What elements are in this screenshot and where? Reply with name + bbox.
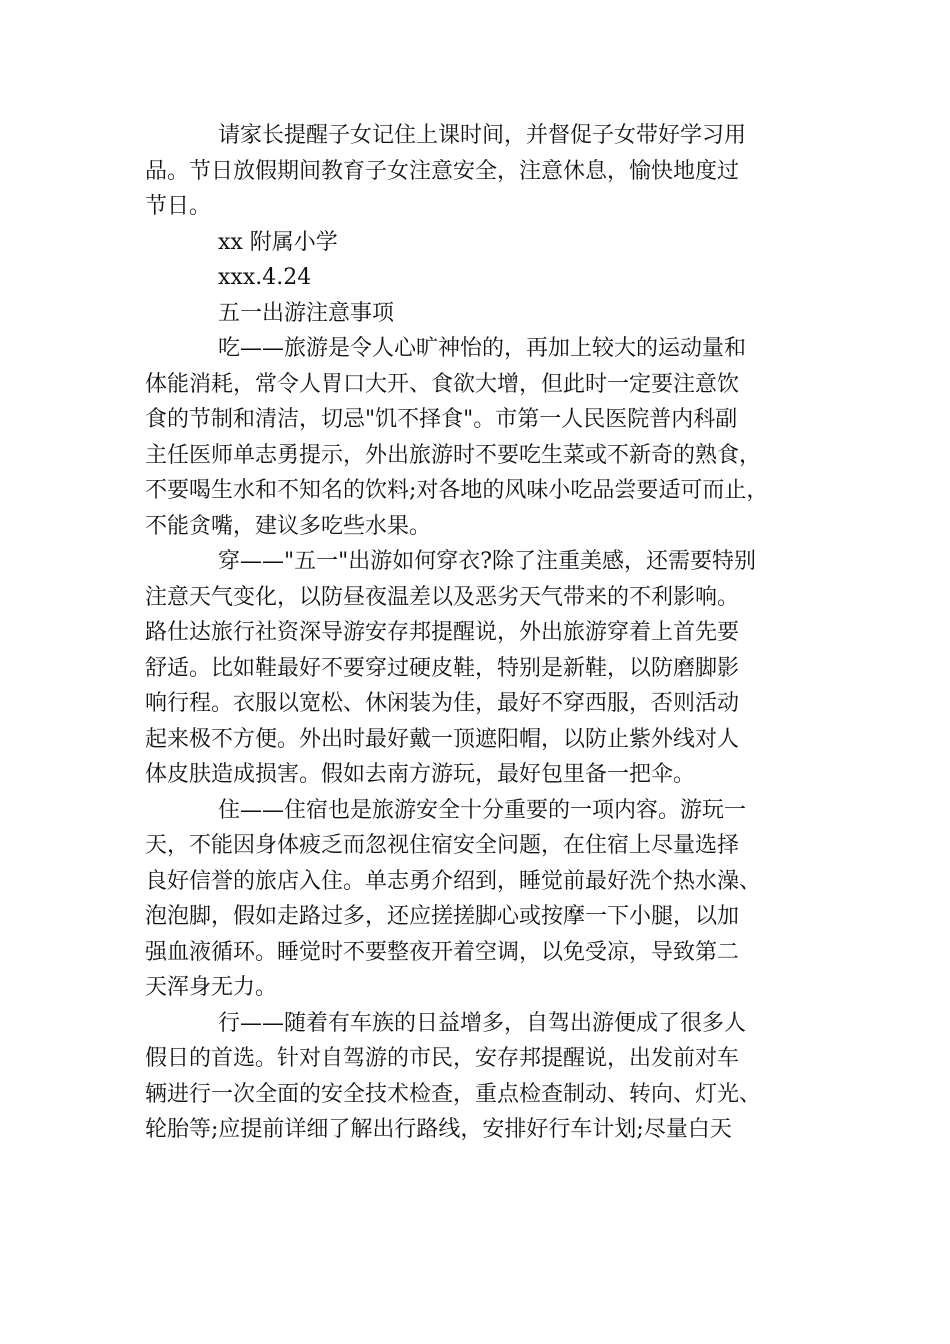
text-line: 请家长提醒子女记住上课时间，并督促子女带好学习用 [218,123,747,148]
text-line: 舒适。比如鞋最好不要穿过硬皮鞋，特别是新鞋，以防磨脚影 [145,655,740,681]
text-line: 天，不能因身体疲乏而忽视住宿安全问题，在住宿上尽量选择 [145,833,740,858]
text-line: 不能贪嘴，建议多吃些水果。 [145,513,432,539]
text-line: xxx.4.24 [218,265,312,290]
document-page [145,118,813,1148]
text-line: 注意天气变化，以防昼夜温差以及恶劣天气带来的不利影响。 [145,584,740,610]
text-line: 假日的首选。针对自驾游的市民，安存邦提醒说，出发前对车 [145,1046,740,1071]
text-line: 不要喝生水和不知名的饮料;对各地的风味小吃品尝要适可而止， [145,478,769,503]
text-line: 品。节日放假期间教育子女注意安全，注意休息，愉快地度过 [145,158,740,184]
text-line: 行——随着有车族的日益增多，自驾出游便成了很多人 [218,1010,747,1036]
text-line: 食的节制和清洁，切忌"饥不择食"。市第一人民医院普内科副 [145,407,738,432]
text-line: 强血液循环。睡觉时不要整夜开着空调，以免受凉，导致第二 [145,939,740,965]
text-line: 节日。 [145,194,212,219]
text-line: 住——住宿也是旅游安全十分重要的一项内容。游玩一 [218,797,747,823]
text-line: xx 附属小学 [218,229,338,255]
text-line: 吃——旅游是令人心旷神怡的，再加上较大的运动量和 [218,336,747,361]
text-line: 响行程。衣服以宽松、休闲装为佳，最好不穿西服，否则活动 [145,691,740,716]
text-line: 轮胎等;应提前详细了解出行路线，安排好行车计划;尽量白天 [145,1117,732,1142]
text-line: 主任医师单志勇提示，外出旅游时不要吃生菜或不新奇的熟食， [145,442,762,468]
text-line: 天浑身无力。 [145,975,278,1000]
text-line: 五一出游注意事项 [218,300,395,326]
text-line: 路仕达旅行社资深导游安存邦提醒说，外出旅游穿着上首先要 [145,620,740,645]
text-line: 体能消耗，常令人胃口大开、食欲大增，但此时一定要注意饮 [145,371,740,397]
text-line: 辆进行一次全面的安全技术检查，重点检查制动、转向、灯光、 [145,1081,762,1107]
text-line: 良好信誉的旅店入住。单志勇介绍到，睡觉前最好洗个热水澡、 [145,868,762,894]
text-line: 泡泡脚，假如走路过多，还应搓搓脚心或按摩一下小腿，以加 [145,904,740,929]
text-line: 起来极不方便。外出时最好戴一顶遮阳帽，以防止紫外线对人 [145,726,740,752]
text-line: 体皮肤造成损害。假如去南方游玩，最好包里备一把伞。 [145,762,696,787]
text-line: 穿——"五一"出游如何穿衣?除了注重美感，还需要特别 [218,549,757,574]
